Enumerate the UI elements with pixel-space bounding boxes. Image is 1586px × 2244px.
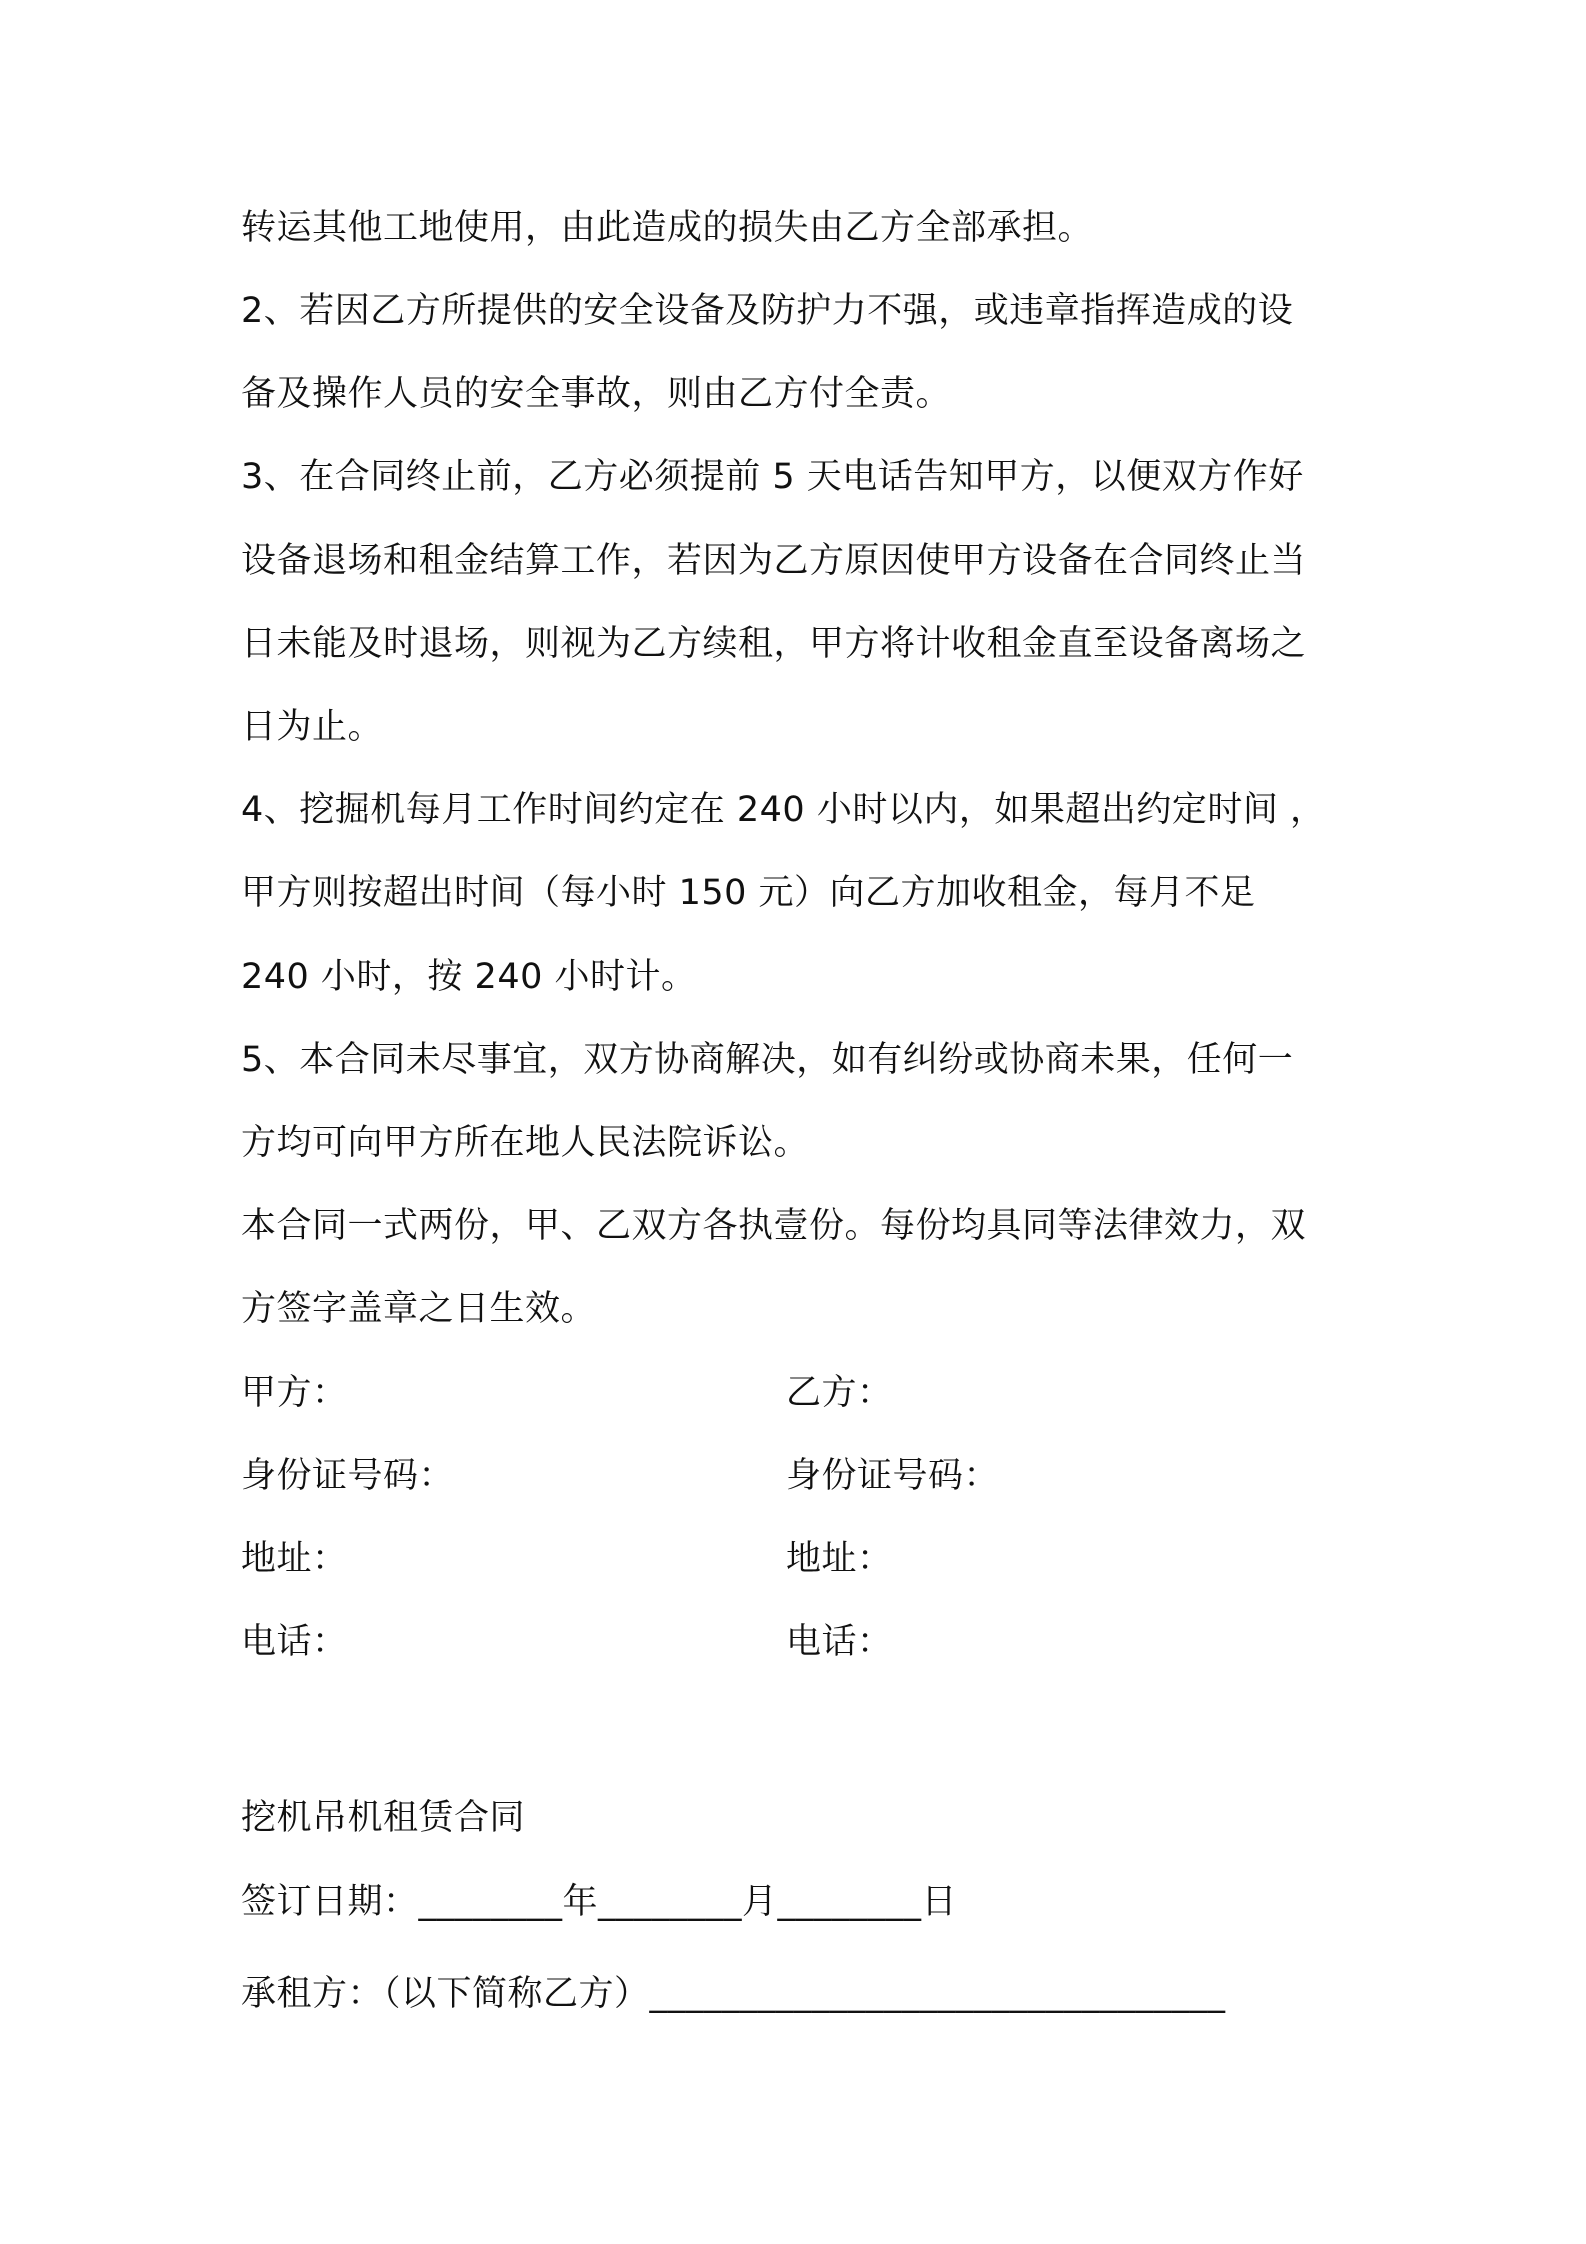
paragraph-line: 240 小时，按 240 小时计。 (241, 957, 697, 997)
party-a-id-label: 身份证号码： (241, 1456, 455, 1496)
party-b-label: 乙方： (786, 1373, 893, 1413)
party-a-phone-label: 电话： (241, 1622, 348, 1662)
paragraph-line: 4、挖掘机每月工作时间约定在 240 小时以内，如果超出约定时间 ， (241, 790, 1326, 830)
paragraph-line: 方签字盖章之日生效。 (241, 1289, 597, 1329)
paragraph-line: 3、在合同终止前，乙方必须提前 5 天电话告知甲方，以便双方作好 (241, 457, 1304, 497)
paragraph-line: 日未能及时退场，则视为乙方续租，甲方将计收租金直至设备离场之 (241, 624, 1307, 664)
contract-title: 挖机吊机租赁合同 (241, 1798, 526, 1838)
party-b-phone-label: 电话： (786, 1622, 893, 1662)
paragraph-line: 备及操作人员的安全事故，则由乙方付全责。 (241, 374, 952, 414)
party-b-address-label: 地址： (786, 1539, 893, 1579)
paragraph-line: 日为止。 (241, 707, 384, 747)
paragraph-line: 5、本合同未尽事宜，双方协商解决，如有纠纷或协商未果，任何一 (241, 1040, 1294, 1080)
lessee-line: 承租方：（以下简称乙方）________________________________ (241, 1974, 1226, 2014)
party-a-address-label: 地址： (241, 1539, 348, 1579)
paragraph-line: 设备退场和租金结算工作，若因为乙方原因使甲方设备在合同终止当 (241, 541, 1307, 581)
party-a-label: 甲方： (241, 1373, 348, 1413)
party-b-id-label: 身份证号码： (786, 1456, 1000, 1496)
sign-date-line: 签订日期：________年________月________日 (241, 1882, 958, 1922)
paragraph-line: 2、若因乙方所提供的安全设备及防护力不强，或违章指挥造成的设 (241, 291, 1294, 331)
paragraph-line: 方均可向甲方所在地人民法院诉讼。 (241, 1123, 810, 1163)
paragraph-line: 转运其他工地使用，由此造成的损失由乙方全部承担。 (241, 208, 1094, 248)
paragraph-line: 本合同一式两份，甲、乙双方各执壹份。每份均具同等法律效力，双 (241, 1206, 1307, 1246)
paragraph-line: 甲方则按超出时间（每小时 150 元）向乙方加收租金，每月不足 (241, 873, 1256, 913)
